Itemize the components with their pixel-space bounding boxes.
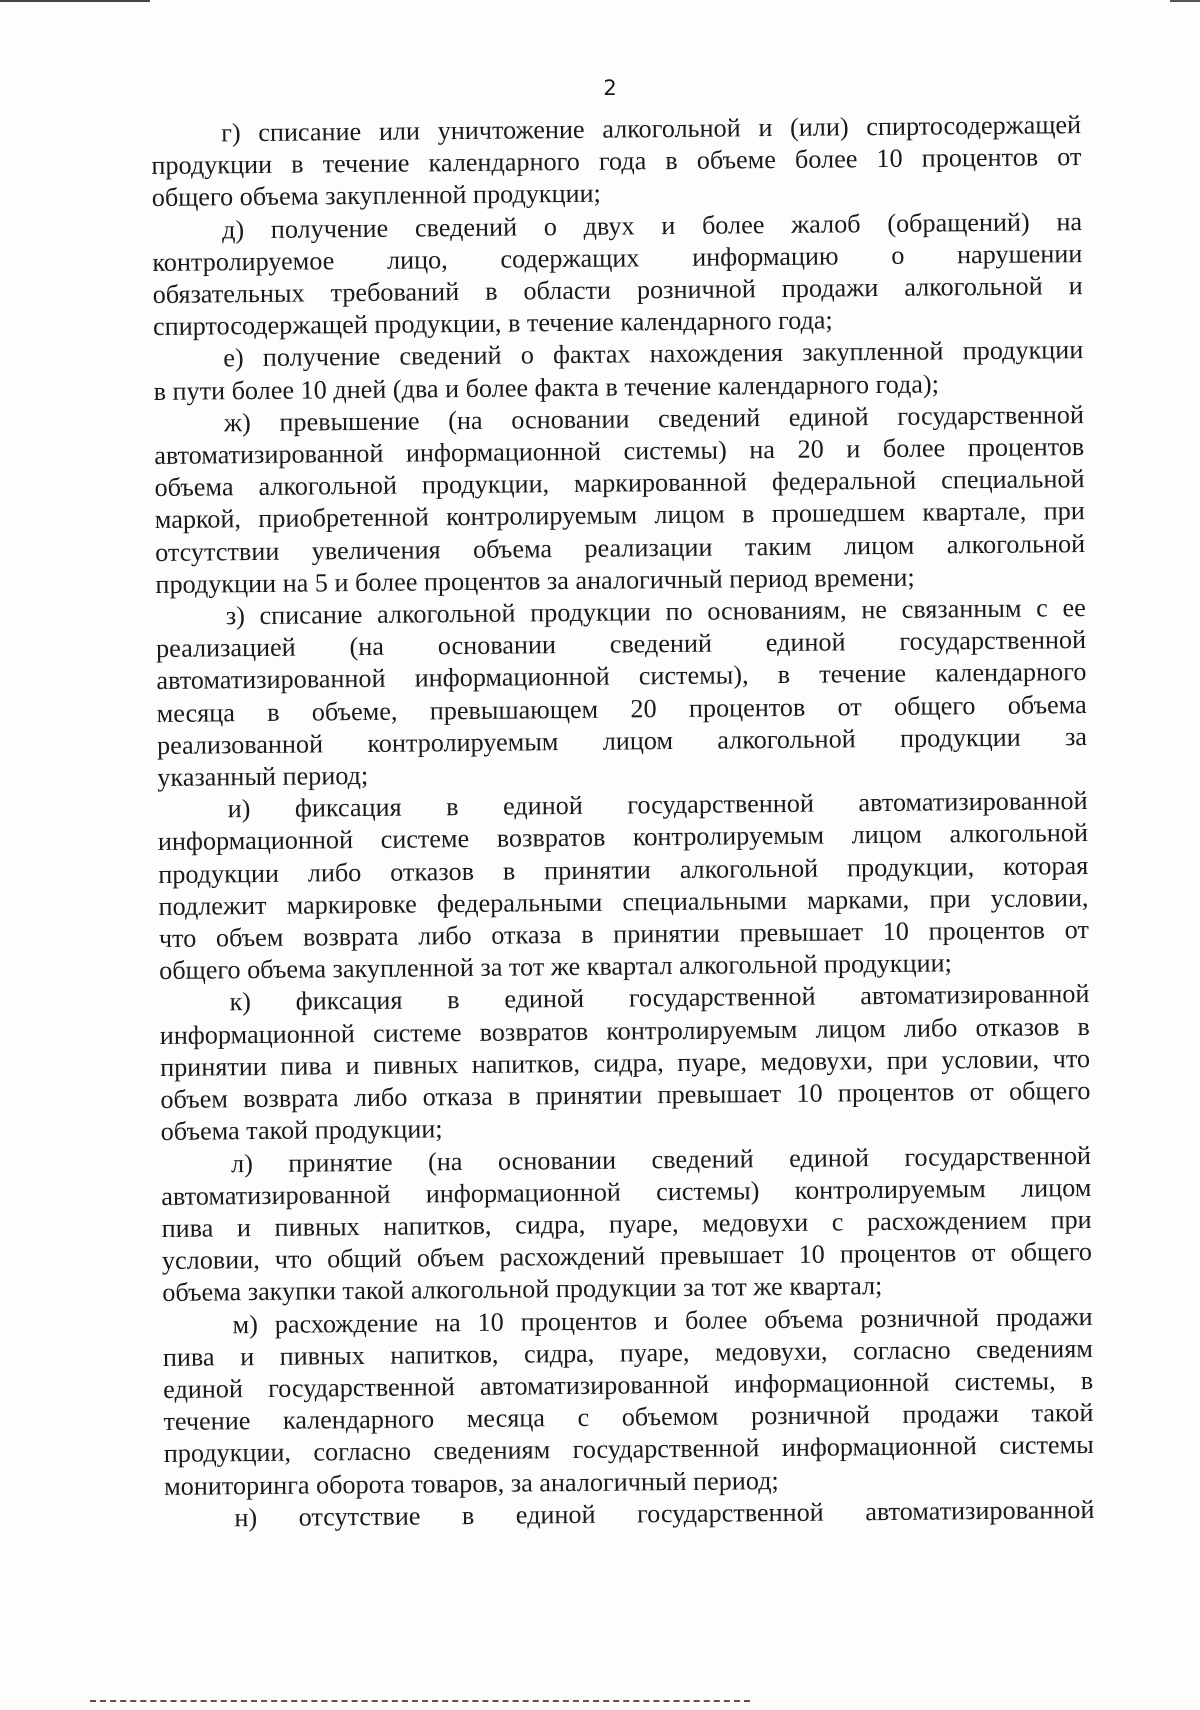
text-line: автоматизированной информационной системы) на 20 и более процентов xyxy=(154,432,1085,471)
scan-edge-top-left xyxy=(0,0,150,2)
text-line: к) фиксация в единой государственной автоматизированной xyxy=(229,979,1090,1017)
text-line: автоматизированной информационной системы) контролируемым лицом xyxy=(161,1172,1092,1211)
text-line: объем возврата либо отказа в принятии превышает 10 процентов от общего xyxy=(160,1076,1091,1115)
text-line: е) получение сведений о фактах нахождения закупленной продукции xyxy=(223,335,1084,373)
text-line: продукции в течение календарного года в объеме более 10 процентов от xyxy=(151,142,1082,181)
text-line: месяца в объеме, превышающем 20 процентов от общего объема xyxy=(156,689,1087,728)
text-line: объема такой продукции; xyxy=(160,1114,443,1147)
page-number: 2 xyxy=(603,76,617,100)
text-line: информационной системе возвратов контролируемым лицом алкогольной xyxy=(157,818,1089,857)
text-line: единой государственной автоматизированной информационной системы, в xyxy=(163,1365,1094,1404)
text-line: общего объема закупленной за тот же квартал алкогольной продукции; xyxy=(159,948,952,986)
text-line: в пути более 10 дней (два и более факта в течение календарного года); xyxy=(153,369,940,406)
text-line: з) списание алкогольной продукции по основаниям, не связанным с ее xyxy=(225,593,1086,631)
text-line: течение календарного месяца с объемом розничной продажи такой xyxy=(163,1398,1094,1437)
text-line: объема закупки такой алкогольной продукции за тот же квартал; xyxy=(162,1271,883,1308)
text-line: л) принятие (на основании сведений единой государственной xyxy=(230,1140,1092,1178)
text-line: общего объема закупленной продукции; xyxy=(151,179,602,213)
text-line: продукции на 5 и более процентов за аналогичный период времени; xyxy=(155,562,915,599)
text-line: информационной системе возвратов контролируемым лицом либо отказов в xyxy=(159,1011,1090,1050)
scan-edge-top-right xyxy=(1170,0,1200,2)
text-line: отсутствии увеличения объема реализации таким лицом алкогольной xyxy=(155,528,1086,567)
text-line: м) расхождение на 10 процентов и более объема розничной продажи xyxy=(232,1301,1093,1339)
text-line: что объем возврата либо отказа в принятии превышает 10 процентов от xyxy=(158,915,1089,954)
text-line: д) получение сведений о двух и более жалоб (обращений) на xyxy=(221,206,1083,244)
text-line: продукции, согласно сведениям государственной информационной системы xyxy=(163,1430,1094,1469)
scan-edge-bottom xyxy=(90,1700,750,1702)
text-line: обязательных требований в области розничной продажи алкогольной и xyxy=(152,271,1083,310)
text-line: продукции либо отказов в принятии алкогольной продукции, которая xyxy=(158,850,1089,889)
text-line: маркой, приобретенной контролируемым лицом в прошедшем квартале, при xyxy=(154,496,1085,535)
text-line: реализацией (на основании сведений единой государственной xyxy=(155,625,1087,664)
text-line: спиртосодержащей продукции, в течение календарного года; xyxy=(152,305,833,342)
text-line: н) отсутствие в единой государственной автоматизированной xyxy=(234,1494,1095,1532)
text-line: контролируемое лицо, содержащих информацию о нарушении xyxy=(152,238,1083,277)
text-line: указанный период; xyxy=(157,761,369,793)
text-line: объема алкогольной продукции, маркированной федеральной специальной xyxy=(154,464,1085,503)
text-line: условии, что общий объем расхождений превышает 10 процентов от общего xyxy=(161,1237,1093,1276)
text-line: г) списание или уничтожение алкогольной и (или) спиртосодержащей xyxy=(221,110,1082,148)
text-line: пива и пивных напитков, сидра, пуаре, медовухи, согласно сведениям xyxy=(162,1333,1093,1372)
text-line: ж) превышение (на основании сведений единой государственной xyxy=(223,399,1085,438)
document-body xyxy=(151,109,1095,1535)
text-line: подлежит маркировке федеральными специальными марками, при условии, xyxy=(158,882,1089,921)
text-line: мониторинга оборота товаров, за аналогичный период; xyxy=(163,1465,779,1501)
text-line: автоматизированной информационной системы), в течение календарного xyxy=(156,657,1087,696)
text-line: пива и пивных напитков, сидра, пуаре, медовухи с расхождением при xyxy=(161,1204,1092,1243)
text-line: принятии пива и пивных напитков, сидра, пуаре, медовухи, при условии, что xyxy=(159,1043,1091,1082)
text-line: и) фиксация в единой государственной автоматизированной xyxy=(227,786,1088,824)
text-line: реализованной контролируемым лицом алкогольной продукции за xyxy=(156,721,1088,760)
